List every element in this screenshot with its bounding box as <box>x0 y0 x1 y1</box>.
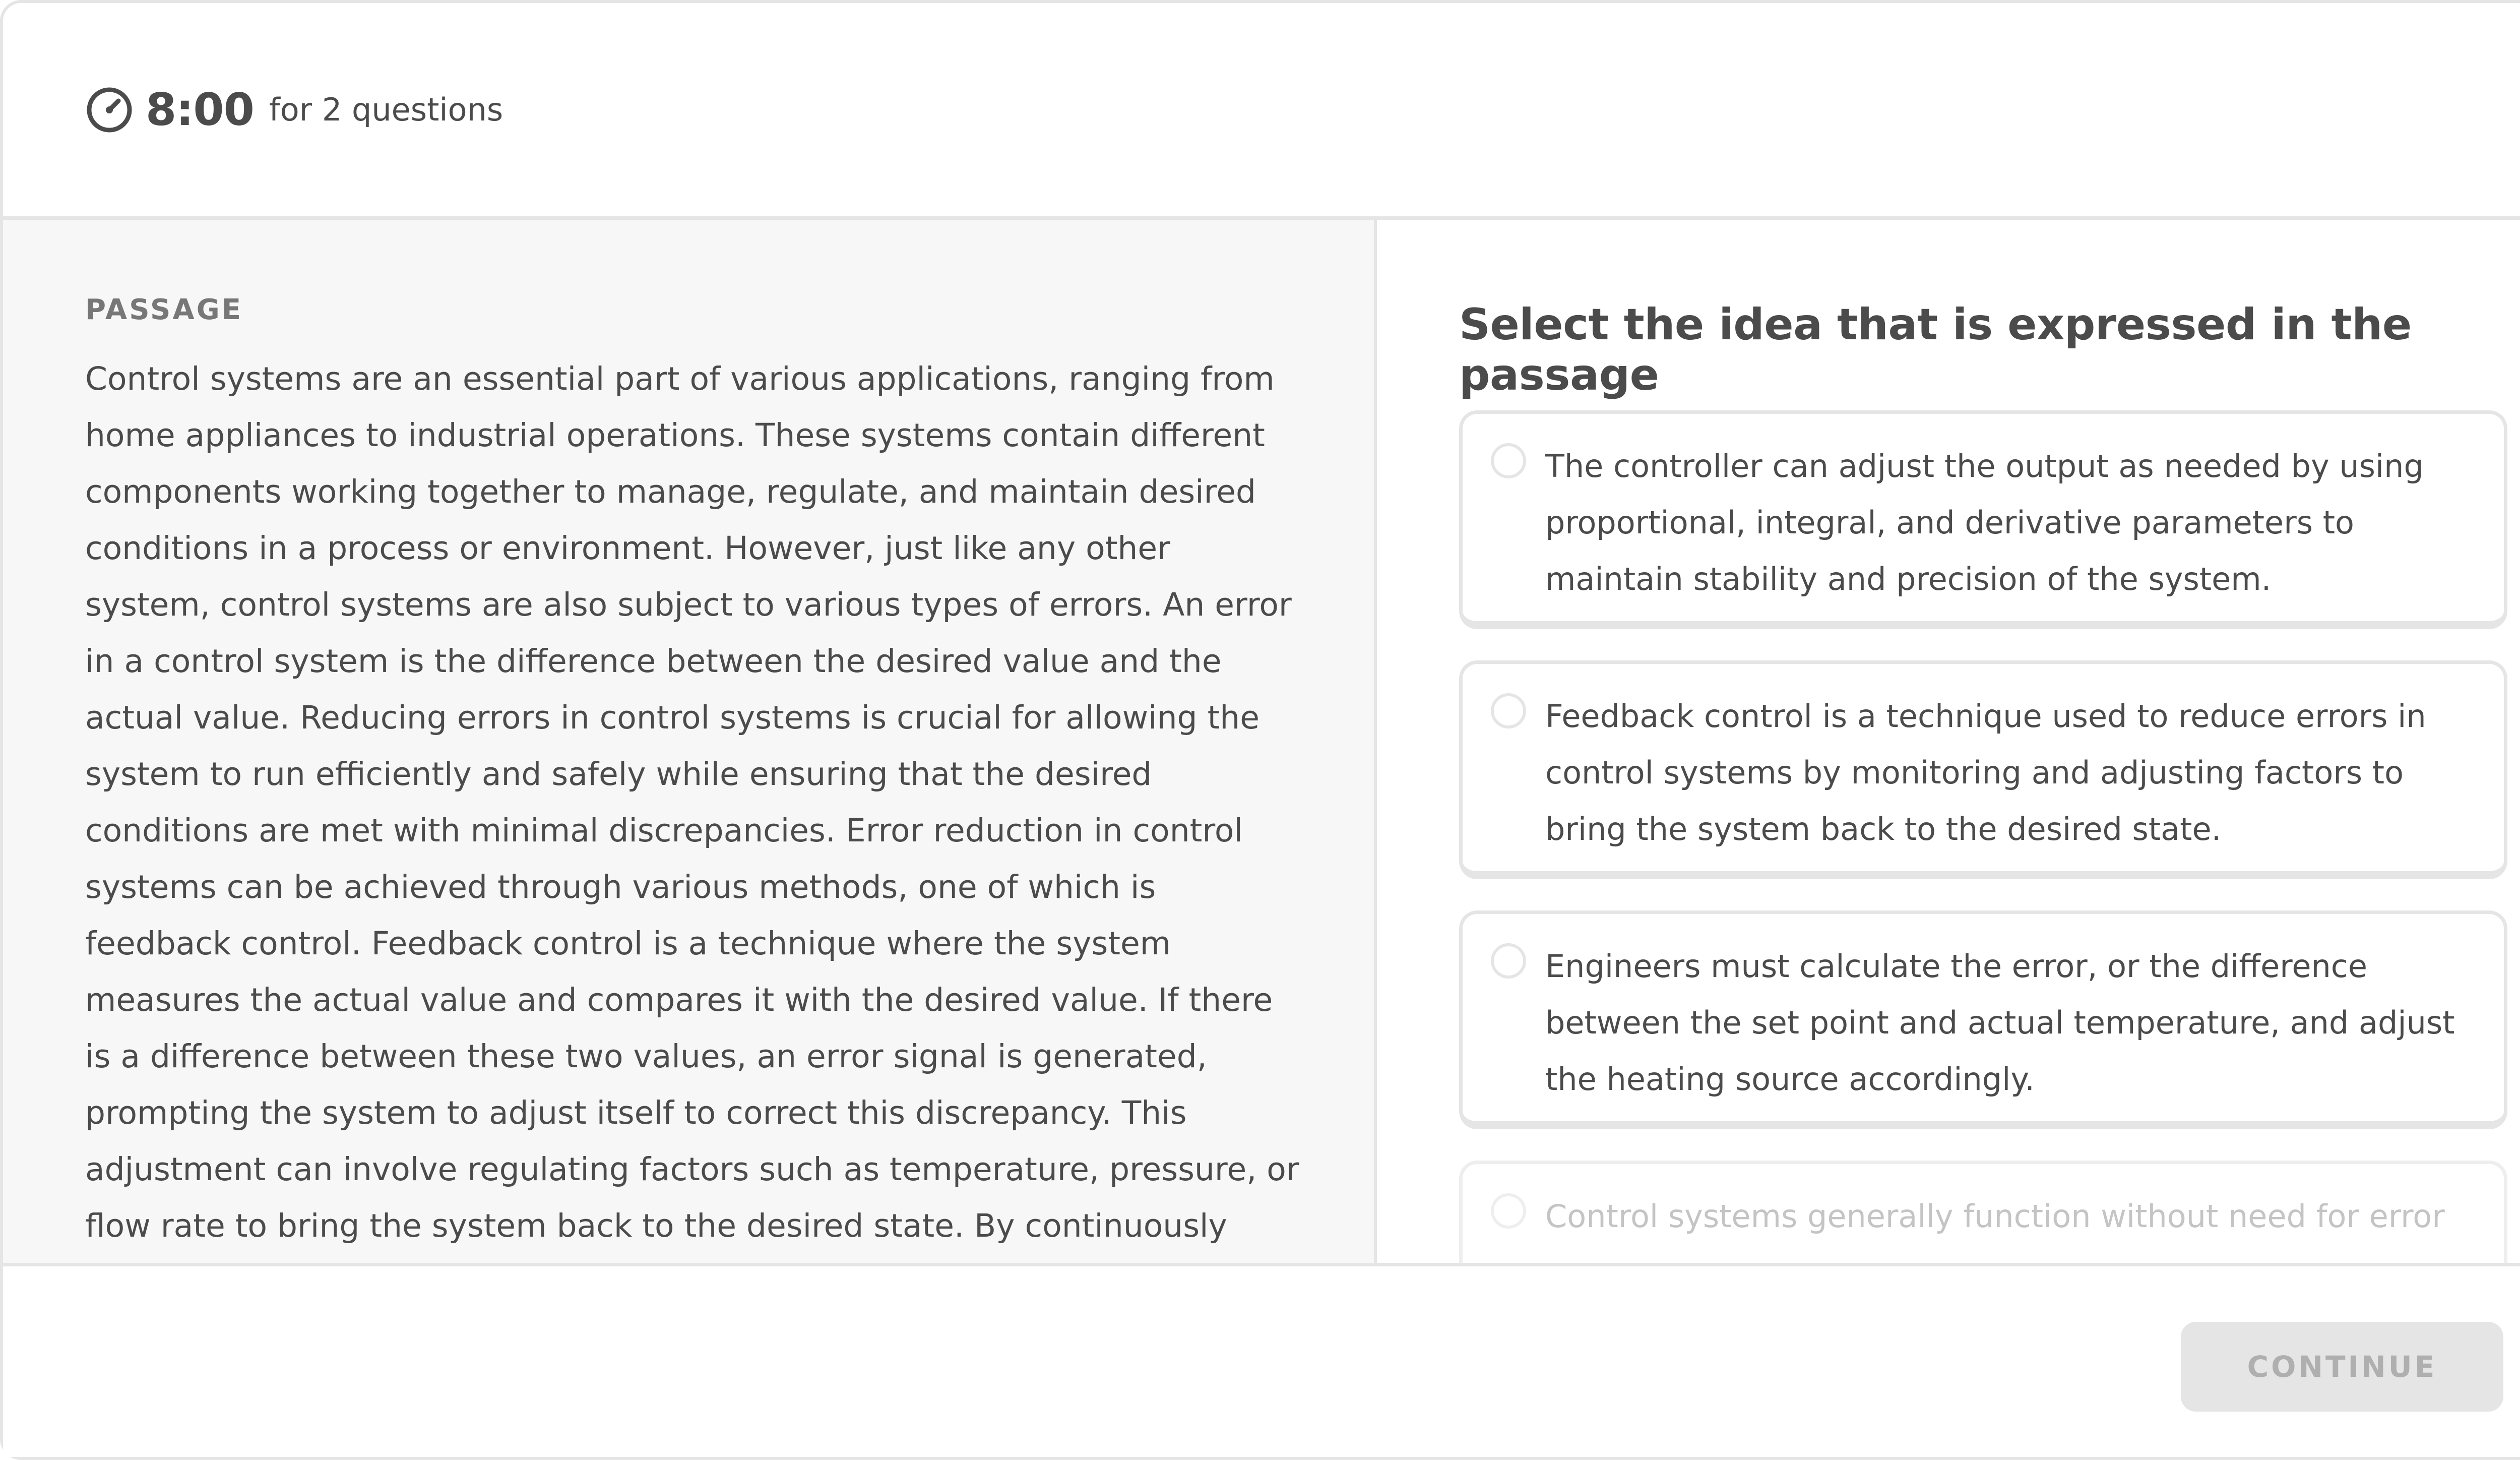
radio-button[interactable] <box>1491 443 1526 478</box>
question-panel[interactable] <box>1377 220 2520 1266</box>
answer-options <box>1459 410 2507 1411</box>
passage-text: Control systems are an essential part of various applications, ranging from home appliances to industrial operations. These systems contain different components working together to manage, regulate, and maintain desired conditions in a process or environment. However, just like any other system, control systems are also subject to various types of errors. An error in a control system is the difference between the desired value and the actual value. Reducing errors in control systems is crucial for allowing the system to run efficiently and safely while ensuring that the desired conditions are met with minimal discrepancies. Error reduction in control systems can be achieved through various methods, one of which is feedback control. Feedback control is a technique where the system measures the actual value and compares it with the desired value. If there is a difference between these two values, an error signal is generated, prompting the system to adjust itself to correct this discrepancy. This adjustment can involve regulating factors such as temperature, pressure, or flow rate to bring the system back to the desired state. By continuously <box>85 360 1299 1244</box>
answer-option[interactable] <box>1459 660 2507 879</box>
timer-caption: for 2 questions <box>269 91 503 128</box>
answer-option-text: Feedback control is a technique used to reduce errors in control systems by monitoring and adjusting factors to bring the system back to the desired state. <box>1545 698 2426 847</box>
question-title: Select the idea that is expressed in the passage <box>1459 299 2412 400</box>
answer-option-text: Engineers must calculate the error, or the difference between the set point and actual temperature, and adjust the heating source accordingly. <box>1545 948 2455 1098</box>
radio-button[interactable] <box>1491 943 1526 979</box>
answer-option-text: The controller can adjust the output as needed by using proportional, integral, and derivative parameters to maintain stability and precision of the system. <box>1545 448 2424 597</box>
answer-option[interactable] <box>1459 410 2507 629</box>
header-bar <box>3 3 2520 220</box>
passage-label: PASSAGE <box>85 293 243 326</box>
answer-option-text: Control systems generally function without need for error <box>1545 1198 2445 1235</box>
footer-bar <box>3 1263 2520 1457</box>
radio-button[interactable] <box>1491 693 1526 728</box>
passage-panel[interactable] <box>3 220 1377 1266</box>
answer-option[interactable] <box>1459 910 2507 1129</box>
timer-value: 8:00 <box>146 84 254 136</box>
timer-icon <box>85 86 134 134</box>
main-content <box>3 220 2520 1266</box>
radio-button[interactable] <box>1491 1193 1526 1229</box>
continue-button[interactable]: CONTINUE <box>2181 1322 2503 1412</box>
